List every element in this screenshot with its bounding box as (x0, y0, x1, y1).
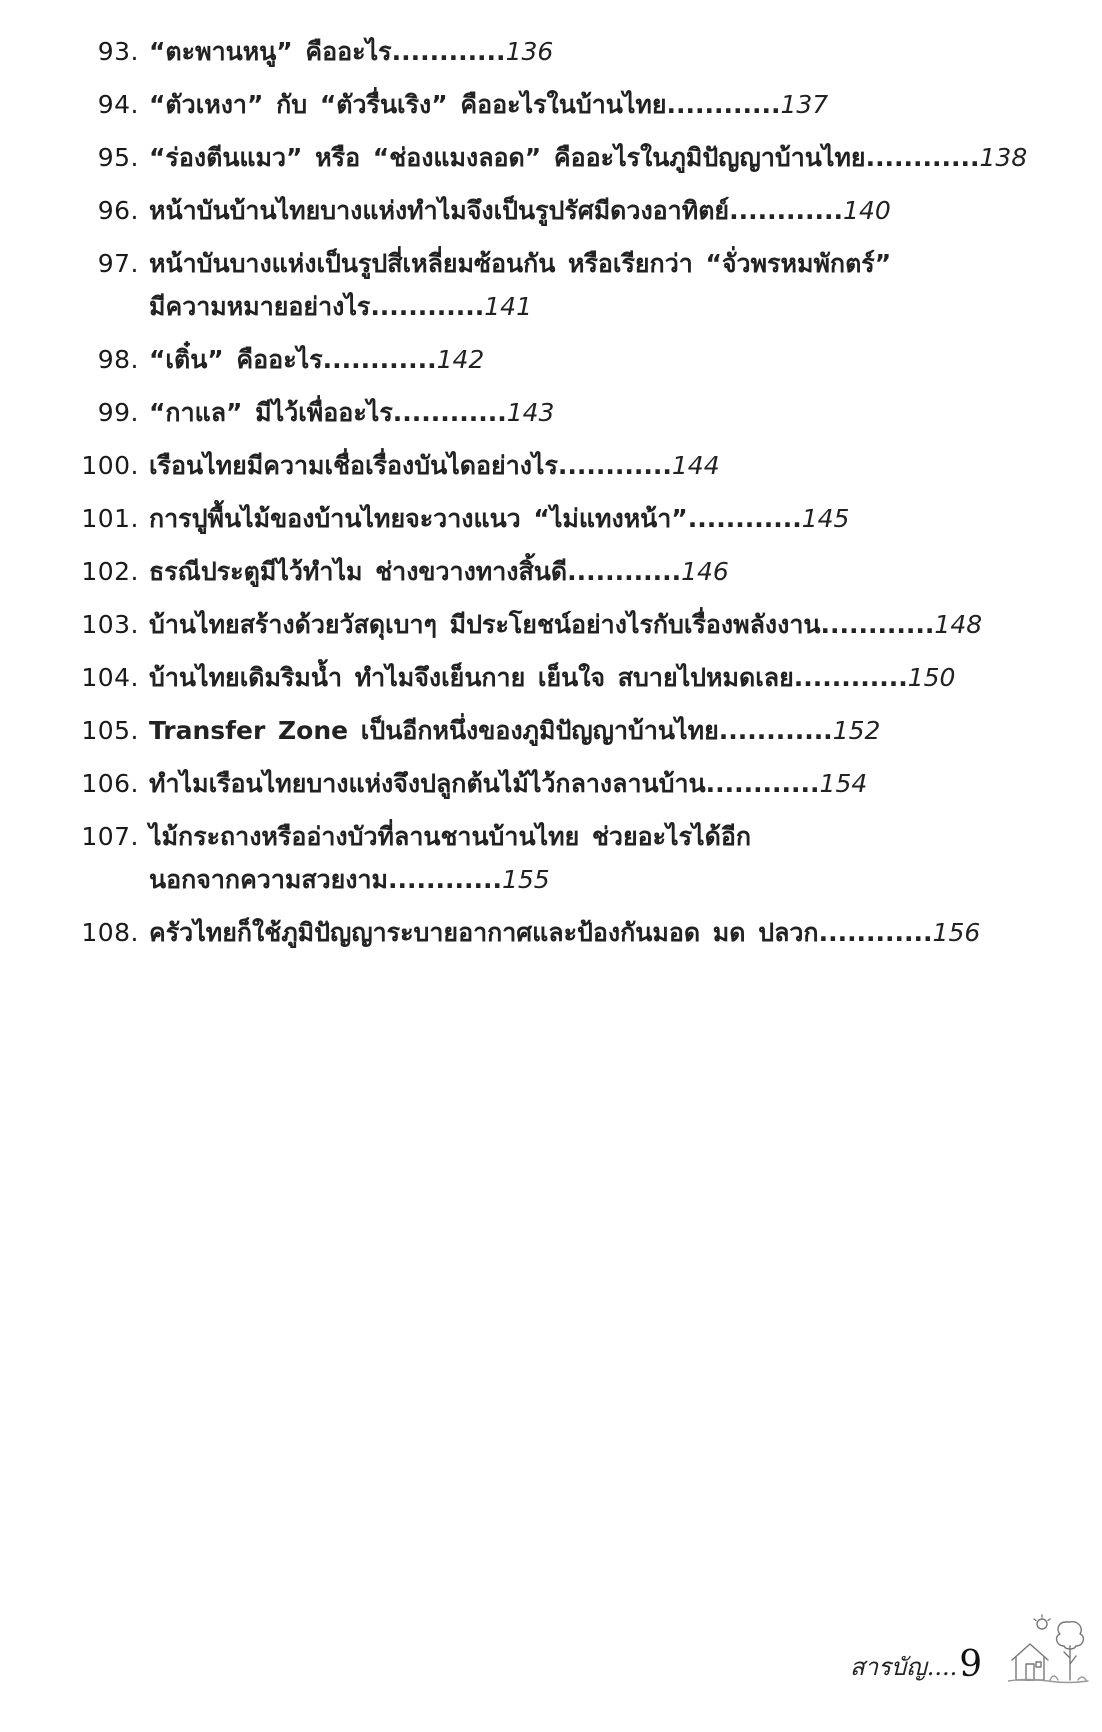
toc-entry-number: 105. (81, 716, 139, 745)
toc-entry-title (139, 911, 1068, 954)
toc-entry-text: Transfer Zone เป็นอีกหนึ่งของภูมิปัญญาบ้านไทย............ (149, 716, 833, 745)
toc-entry-title (139, 550, 1068, 593)
toc-entry-line (149, 83, 1068, 126)
toc-entry (68, 391, 1068, 434)
toc-entry-number: 94. (97, 90, 139, 119)
toc-entry-number: 101. (81, 504, 139, 533)
toc-entry-text: ทำไมเรือนไทยบางแห่งจึงปลูกต้นไม้ไว้กลางลานบ้าน............ (149, 769, 820, 798)
toc-entry-page-number: 136 (505, 37, 554, 66)
footer-page-number: 9 (959, 1644, 983, 1685)
toc-entry-text: บ้านไทยสร้างด้วยวัสดุเบาๆ มีประโยชน์อย่างไรกับเรื่องพลังงาน............ (149, 610, 935, 639)
toc-entry-title (139, 83, 1068, 126)
toc-entry-title (139, 497, 1068, 540)
toc-entry (68, 911, 1068, 954)
toc-entry-line (149, 656, 1068, 699)
table-of-contents (68, 30, 1068, 964)
toc-entry-line (149, 911, 1068, 954)
toc-entry-title (139, 656, 1068, 699)
toc-entry (68, 30, 1068, 73)
toc-entry-title (139, 189, 1068, 232)
toc-entry (68, 709, 1068, 752)
toc-entry-number: 96. (97, 196, 139, 225)
toc-entry-text: มีความหมายอย่างไร............ (149, 292, 485, 321)
toc-entry (68, 550, 1068, 593)
toc-entry-line (149, 603, 1068, 646)
toc-entry-text: “กาแล” มีไว้เพื่ออะไร............ (149, 398, 507, 427)
toc-entry-text: “ตะพานหนู” คืออะไร............ (149, 37, 506, 66)
toc-entry-page-number: 141 (484, 292, 532, 321)
toc-entry-text: ครัวไทยก็ใช้ภูมิปัญญาระบายอากาศและป้องกันมอด มด ปลวก............ (149, 918, 933, 947)
toc-entry (68, 338, 1068, 381)
toc-entry-page-number: 155 (501, 865, 550, 894)
toc-entry-number: 100. (81, 451, 139, 480)
toc-entry-line (149, 136, 1068, 179)
toc-entry-text: “ร่องตีนแมว” หรือ “ช่องแมงลอด” คืออะไรในภูมิปัญญาบ้านไทย............ (149, 143, 980, 172)
toc-entry-line (149, 762, 1068, 805)
toc-entry-title (139, 136, 1068, 179)
toc-entry-line (149, 815, 1068, 858)
toc-entry-text: “ตัวเหงา” กับ “ตัวรื่นเริง” คืออะไรในบ้านไทย............ (149, 90, 781, 119)
toc-entry (68, 136, 1068, 179)
toc-entry-title (139, 444, 1068, 487)
toc-entry-line (149, 391, 1068, 434)
toc-entry (68, 83, 1068, 126)
toc-entry-number: 98. (97, 345, 139, 374)
toc-entry-title (139, 815, 1068, 901)
toc-entry-text: นอกจากความสวยงาม............ (149, 865, 502, 894)
toc-entry (68, 656, 1068, 699)
toc-entry-line (149, 709, 1068, 752)
toc-entry-text: เรือนไทยมีความเชื่อเรื่องบันไดอย่างไร............ (149, 451, 672, 480)
toc-entry-title (139, 762, 1068, 805)
toc-entry-number: 103. (81, 610, 139, 639)
toc-entry-title (139, 242, 1068, 328)
toc-entry (68, 444, 1068, 487)
toc-entry-number: 95. (97, 143, 139, 172)
toc-entry (68, 497, 1068, 540)
toc-entry (68, 189, 1068, 232)
toc-entry-page-number: 144 (671, 451, 720, 480)
toc-entry-line (149, 30, 1068, 73)
toc-entry-page-number: 148 (934, 610, 983, 639)
toc-entry-text: ไม้กระถางหรืออ่างบัวที่ลานชานบ้านไทย ช่วยอะไรได้อีก (149, 822, 751, 851)
toc-entry-title (139, 30, 1068, 73)
footer-label: สารบัญ.... (850, 1653, 958, 1681)
toc-entry-line (149, 189, 1068, 232)
toc-entry-text: หน้าบันบางแห่งเป็นรูปสี่เหลี่ยมซ้อนกัน หรือเรียกว่า “จั่วพรหมพักตร์” (149, 249, 892, 278)
toc-entry-page-number: 143 (506, 398, 555, 427)
toc-entry-number: 93. (97, 37, 139, 66)
toc-entry-text: “เติ๋น” คืออะไร............ (149, 345, 437, 374)
toc-entry-line (149, 497, 1068, 540)
toc-entry (68, 242, 1068, 328)
house-tree-icon (1008, 1614, 1090, 1688)
toc-entry-text: บ้านไทยเดิมริมน้ำ ทำไมจึงเย็นกาย เย็นใจ สบายไปหมดเลย............ (149, 663, 908, 692)
toc-entry (68, 603, 1068, 646)
toc-entry-page-number: 156 (932, 918, 981, 947)
toc-entry-page-number: 146 (681, 557, 729, 586)
page-footer (850, 1625, 982, 1685)
toc-entry-text: หน้าบันบ้านไทยบางแห่งทำไมจึงเป็นรูปรัศมีดวงอาทิตย์............ (149, 196, 844, 225)
toc-entry-number: 107. (81, 822, 139, 851)
toc-entry-number: 108. (81, 918, 139, 947)
toc-entry-page-number: 154 (819, 769, 868, 798)
toc-entry-line (149, 338, 1068, 381)
toc-entry-text: การปูพื้นไม้ของบ้านไทยจะวางแนว “ไม่แทงหน้า”............ (149, 504, 802, 533)
toc-entry-line (149, 242, 1068, 285)
toc-entry-page-number: 152 (832, 716, 881, 745)
toc-entry (68, 762, 1068, 805)
toc-entry (68, 815, 1068, 901)
toc-entry-text: ธรณีประตูมีไว้ทำไม ช่างขวางทางสิ้นดี............ (149, 557, 682, 586)
toc-entry-title (139, 391, 1068, 434)
toc-entry-title (139, 338, 1068, 381)
toc-entry-title (139, 709, 1068, 752)
toc-entry-line (149, 444, 1068, 487)
toc-entry-page-number: 145 (801, 504, 850, 533)
toc-entry-page-number: 138 (979, 143, 1028, 172)
toc-entry-line (149, 285, 1068, 328)
toc-entry-title (139, 603, 1068, 646)
toc-entry-number: 106. (81, 769, 139, 798)
toc-entry-page-number: 150 (907, 663, 956, 692)
toc-entry-number: 102. (81, 557, 139, 586)
toc-entry-page-number: 137 (780, 90, 829, 119)
toc-entry-line (149, 858, 1068, 901)
toc-entry-page-number: 140 (843, 196, 891, 225)
toc-entry-page-number: 142 (436, 345, 485, 374)
toc-entry-line (149, 550, 1068, 593)
toc-entry-number: 99. (97, 398, 139, 427)
toc-entry-number: 97. (97, 249, 139, 278)
toc-entry-number: 104. (81, 663, 139, 692)
